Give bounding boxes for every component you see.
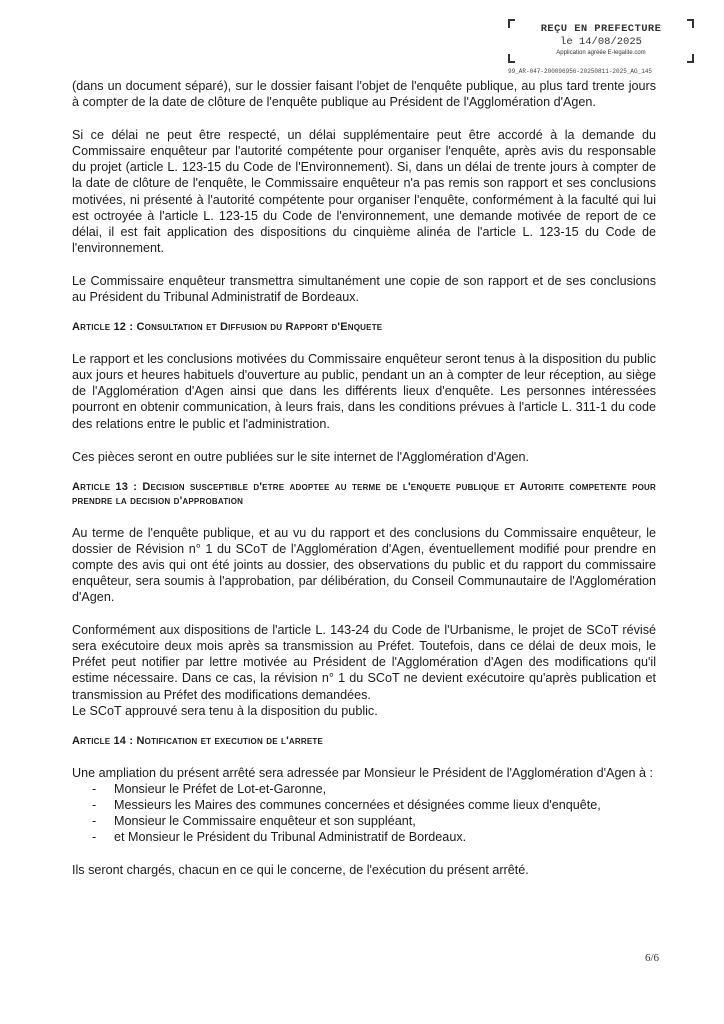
paragraph: Ces pièces seront en outre publiées sur le site internet de l'Agglomération d'Agen.: [72, 449, 530, 464]
paragraph: Une ampliation du présent arrêté sera adressée par Monsieur le Président de l'Agglomération d'Agen à :: [72, 765, 653, 780]
list-item: - Monsieur le Préfet de Lot-et-Garonne,: [72, 781, 656, 797]
paragraph: Le rapport et les conclusions motivées du Commissaire enquêteur seront tenus à la disposition du public aux jours et heures habituels d'ouverture au public, pendant un an à compter de leur réception, au siège de l'Agglomération d'Agen ainsi que dans les différents lieux d'enquête. Les personnes intéressées pourront en obtenir communication, à leurs frais, dans les conditions prévues à l'article L. 311-1 du code des relations entre le public et l'administration.: [72, 352, 656, 431]
stamp-reference: 99_AR-047-200096956-20250811-2025_AG_145: [508, 68, 653, 75]
page-number: 6/6: [645, 952, 660, 964]
paragraph: Si ce délai ne peut être respecté, un délai supplémentaire peut être accordé à la demande du Commissaire enquêteur par l'autorité compétente pour organiser l'enquête, après avis du responsable du projet (article L. 123-15 du Code de l'Environnement). Si, dans un délai de trente jours à compter de la date de clôture de l'enquête, le Commissaire enquêteur n'a pas remis son rapport et ses conclusions motivées, ni présenté à l'autorité compétente pour organiser l'enquête, conformément à la faculté qui lui est octroyée à l'article L. 123-15 du Code de l'environnement, une demande motivée de report de ce délai, il est fait application des dispositions du cinquième alinéa de l'article L. 123-15 du Code de l'environnement.: [72, 128, 656, 255]
prefecture-stamp: [508, 19, 694, 63]
list-item: - Messieurs les Maires des communes concernées et désignées comme lieux d'enquête,: [72, 797, 656, 813]
article-12-heading: Article 12 : Consultation et Diffusion du Rapport d'Enquete: [72, 321, 383, 334]
paragraph: Ils seront chargés, chacun en ce qui le concerne, de l'exécution du présent arrêté.: [72, 863, 529, 878]
stamp-corner: [687, 54, 694, 63]
stamp-corner: [508, 19, 515, 28]
list-item: - et Monsieur le Président du Tribunal Administratif de Bordeaux.: [72, 829, 656, 845]
paragraph: Conformément aux dispositions de l'article L. 143-24 du Code de l'Urbanisme, le projet de SCoT révisé sera exécutoire deux mois après sa transmission au Préfet. Toutefois, dans ce délai de deux mois, le Préfet peut notifier par lettre motivée au Président de l'Agglomération d'Agen des modifications qu'il estime nécessaire. Dans ce cas, la révision n° 1 du SCoT ne devient exécutoire qu'après publication et transmission au Préfet des modifications demandées.: [72, 623, 656, 702]
stamp-corner: [687, 19, 694, 28]
article-14-heading: Article 14 : Notification et execution de l'arrete: [72, 734, 323, 747]
stamp-corner: [508, 54, 515, 63]
paragraph: Le Commissaire enquêteur transmettra simultanément une copie de son rapport et de ses conclusions au Président du Tribunal Administratif de Bordeaux.: [72, 273, 656, 305]
stamp-subtitle: Application agréée E-legalite.com: [556, 50, 646, 56]
document-body: [72, 78, 656, 878]
paragraph: (dans un document séparé), sur le dossier faisant l'objet de l'enquête publique, au plus tard trente jours à compter de la date de clôture de l'enquête publique au Président de l'Agglomération d'Agen.: [72, 79, 656, 110]
list-item: - Monsieur le Commissaire enquêteur et son suppléant,: [72, 813, 656, 829]
article-13-heading: Article 13 : Decision susceptible d'etre adoptee au terme de l'enquete publique et Autorite competente pour prendre la decision d'approbation: [72, 480, 656, 507]
stamp-title: REÇU EN PREFECTURE: [540, 23, 662, 35]
stamp-date: le 14/08/2025: [560, 36, 642, 48]
paragraph: Au terme de l'enquête publique, et au vu du rapport et des conclusions du Commissaire enquêteur, le dossier de Révision n° 1 du SCoT de l'Agglomération d'Agen, éventuellement modifié pour prendre en compte des avis qui ont été joints au dossier, des observations du public et du rapport du commissaire enquêteur, sera soumis à l'approbation, par délibération, du Conseil Communautaire de l'Agglomération d'Agen.: [72, 525, 656, 605]
recipient-list: [72, 781, 656, 845]
paragraph: Le SCoT approuvé sera tenu à la disposition du public.: [72, 703, 378, 718]
